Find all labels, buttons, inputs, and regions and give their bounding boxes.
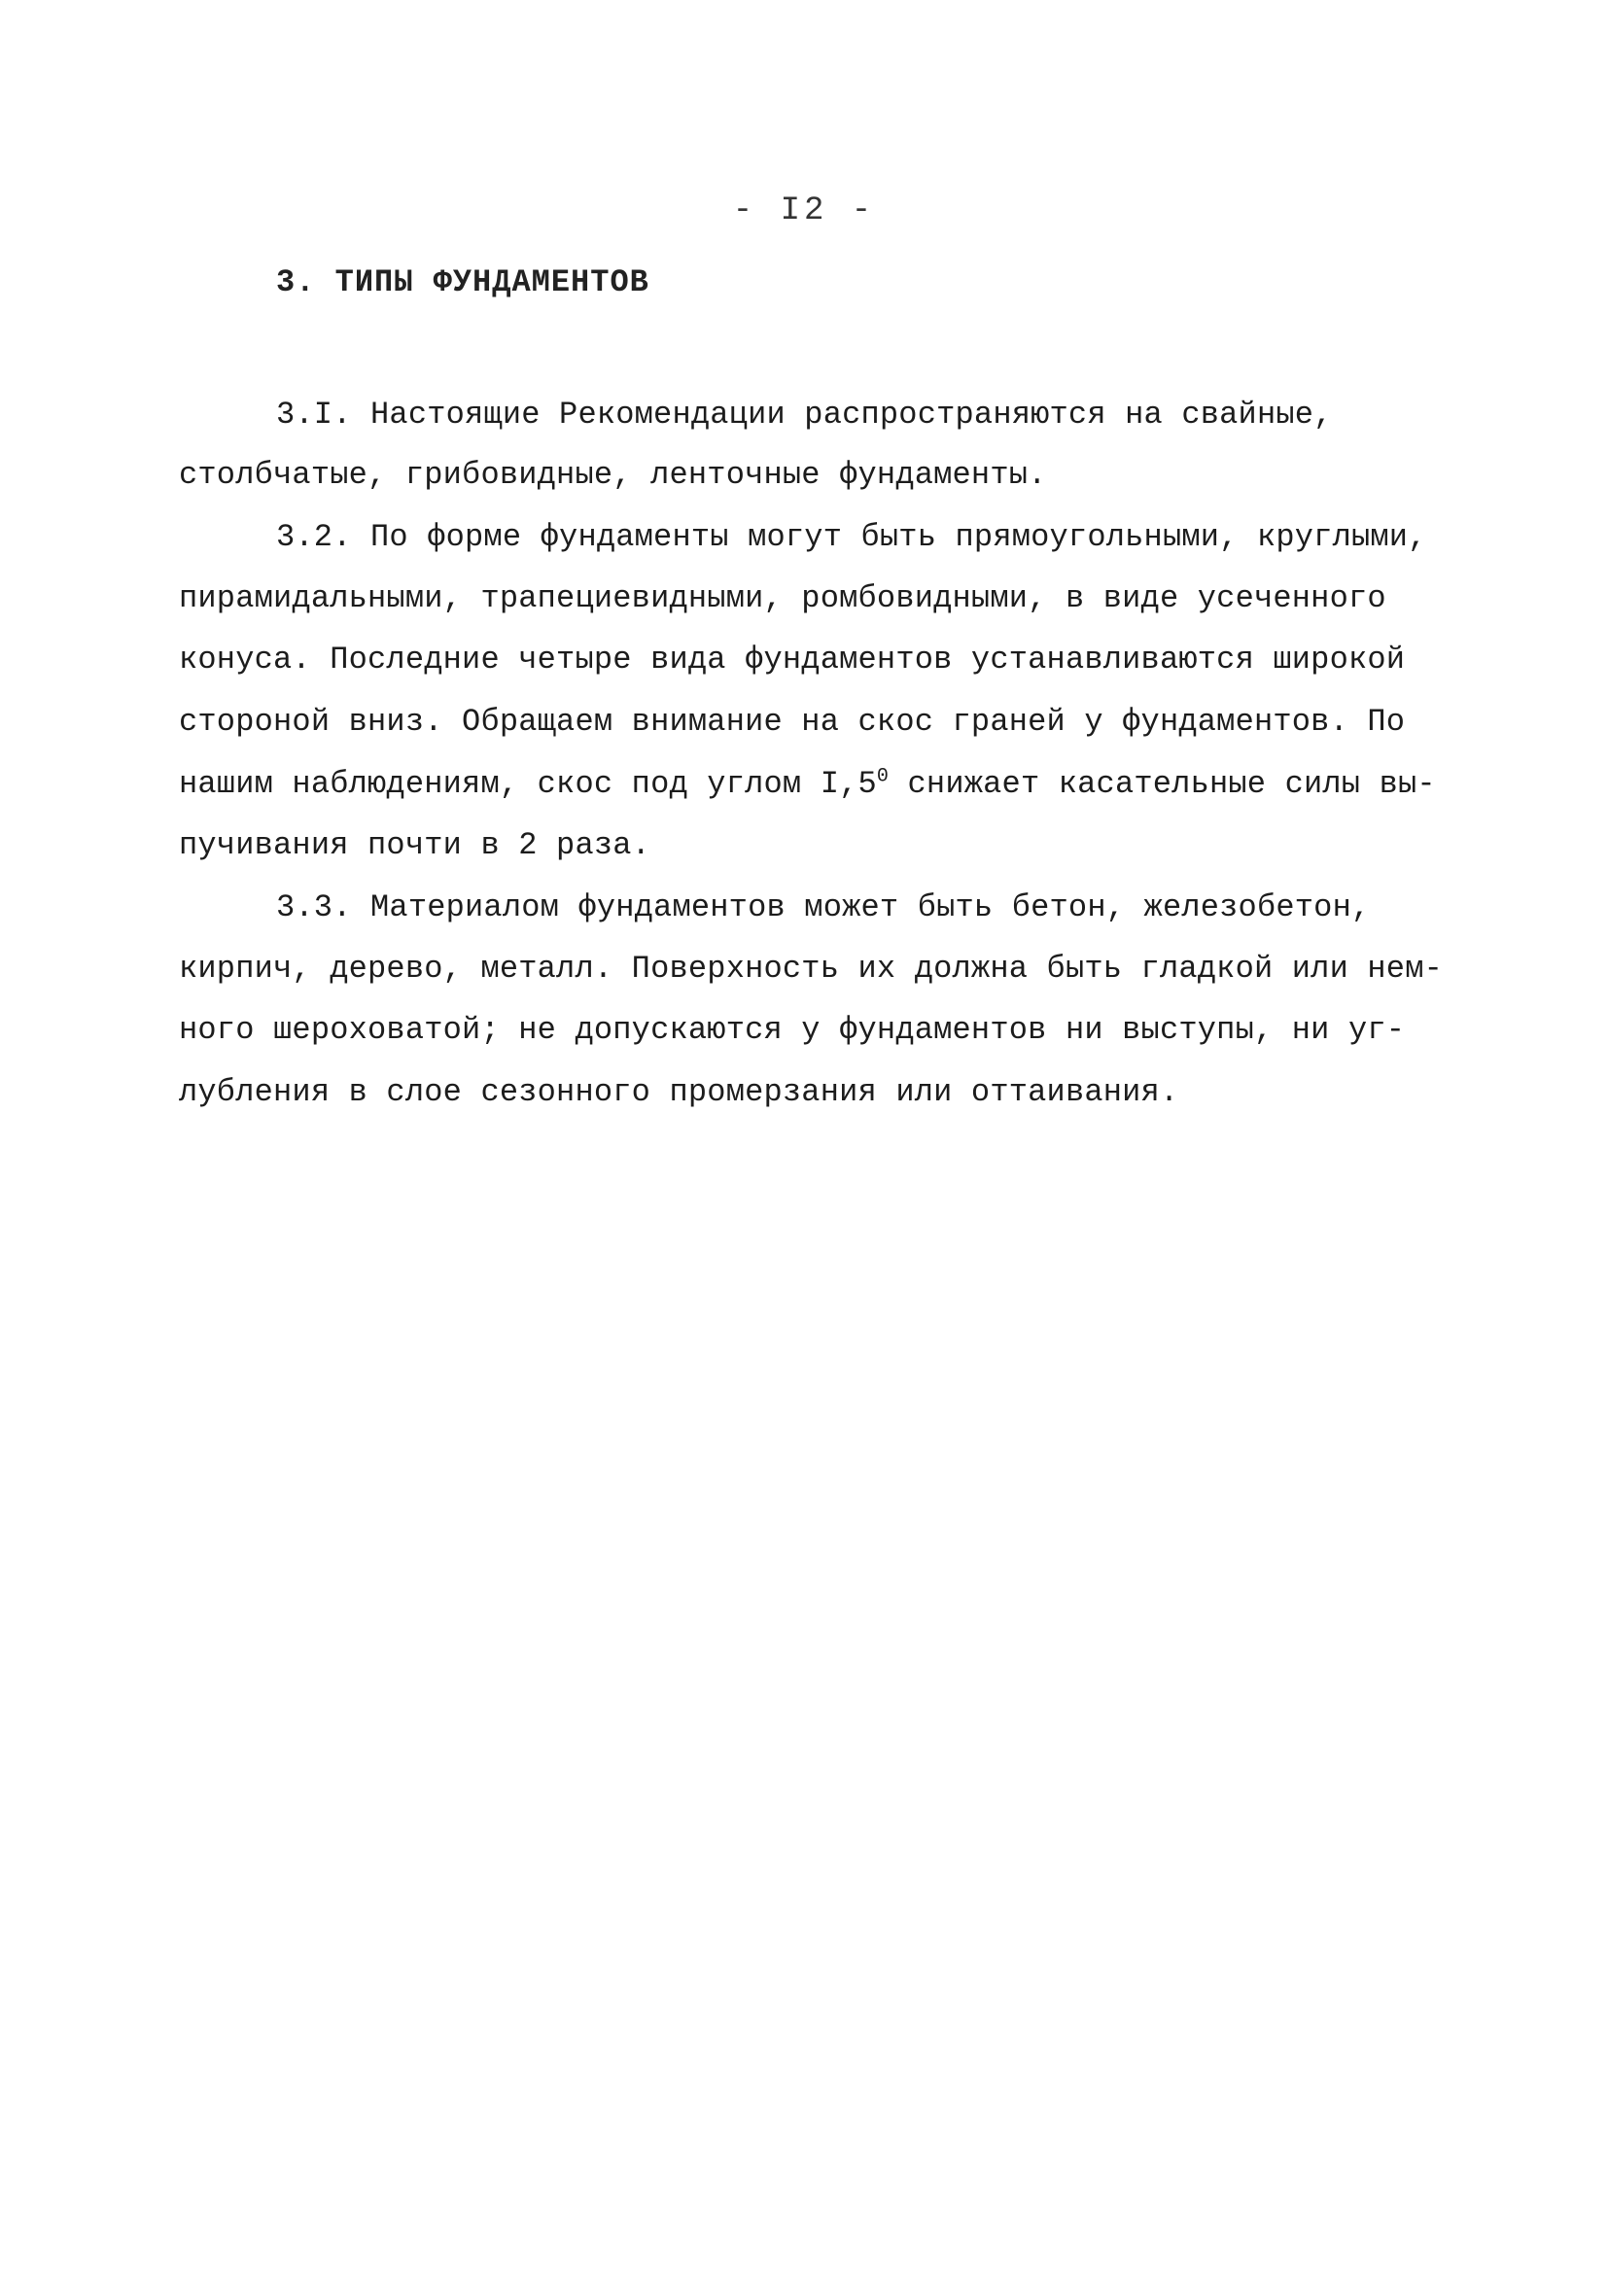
degree-superscript: 0 [876,765,890,788]
text-line: 3.I. Настоящие Рекомендации распространяются на свайные, [276,397,1333,433]
text-line-angle [179,766,1436,802]
text-line: лубления в слое сезонного промерзания или оттаивания. [179,1074,1179,1110]
text-line: пучивания почти в 2 раза. [179,827,651,863]
angle-text-after: снижает касательные силы вы- [889,766,1436,802]
text-line: кирпич, дерево, металл. Поверхность их должна быть гладкой или нем- [179,951,1444,987]
text-line: ного шероховатой; не допускаются у фундаментов ни выступы, ни уг- [179,1012,1406,1048]
text-line: столбчатые, грибовидные, ленточные фундаменты. [179,457,1047,493]
text-line: конуса. Последние четыре вида фундаментов устанавливаются широкой [179,642,1406,678]
angle-text-before: нашим наблюдениям, скос под углом I,5 [179,766,877,802]
text-line: пирамидальными, трапециевидными, ромбовидными, в виде усеченного [179,580,1386,616]
text-line: стороной вниз. Обращаем внимание на скос граней у фундаментов. По [179,704,1406,740]
text-line: 3.2. По форме фундаменты могут быть прямоугольными, круглыми, [276,519,1427,555]
page-number: - I2 - [732,192,876,229]
section-heading: 3. ТИПЫ ФУНДАМЕНТОВ [276,264,649,300]
text-line: 3.3. Материалом фундаментов может быть бетон, железобетон, [276,889,1371,925]
